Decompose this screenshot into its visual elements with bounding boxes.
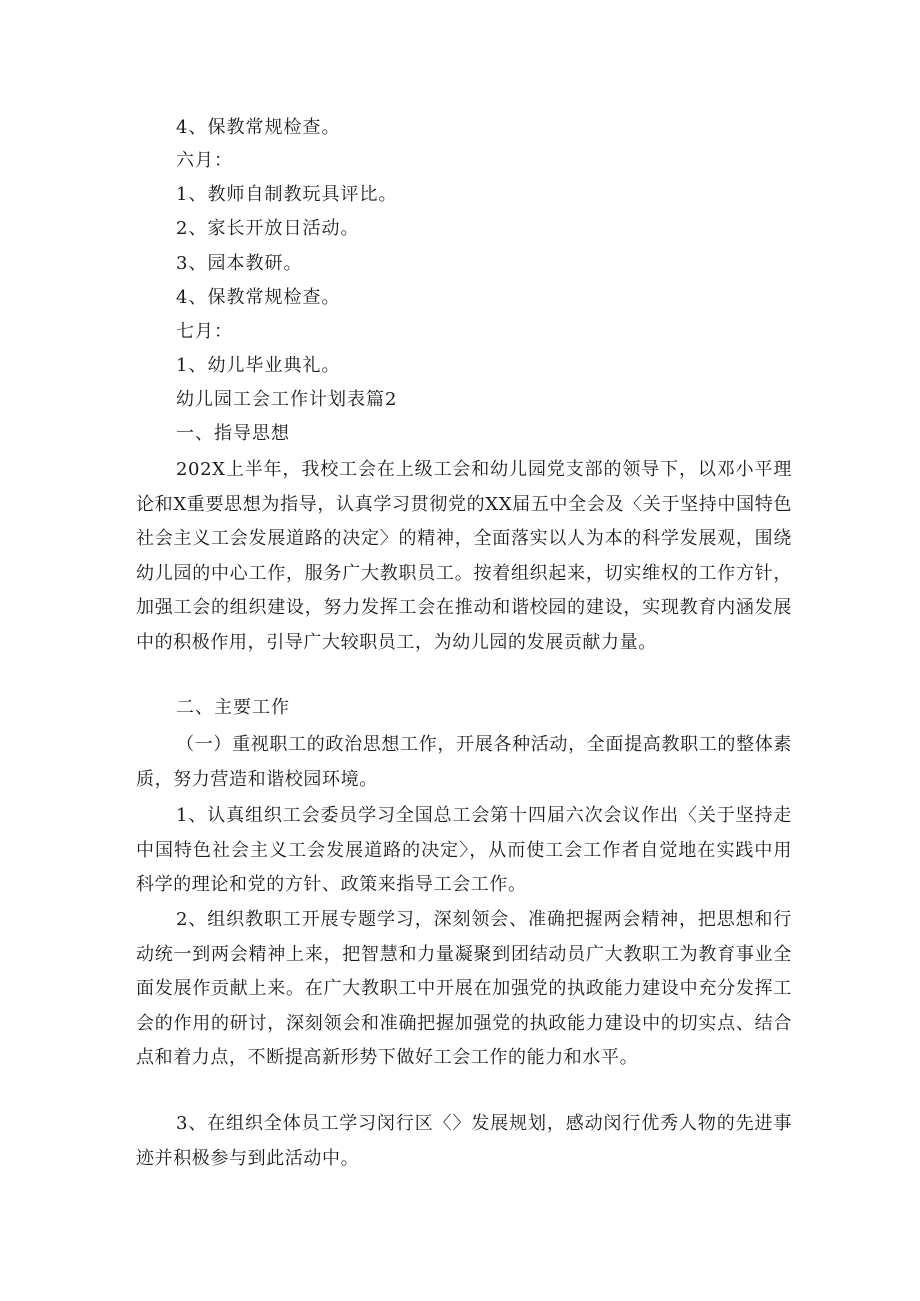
text-line: 1、教师自制教玩具评比。 xyxy=(176,184,398,205)
text-line: 1、幼儿毕业典礼。 xyxy=(176,355,341,376)
text-line: 4、保教常规检查。 xyxy=(176,287,341,308)
text-line: 七月： xyxy=(176,321,233,342)
text-line: 六月： xyxy=(176,150,233,171)
text-line: 2、家长开放日活动。 xyxy=(176,218,360,239)
paragraph-point-2 xyxy=(136,903,792,1076)
paragraph-text: （一）重视职工的政治思想工作，开展各种活动，全面提高教职工的整体素质，努力营造和谐校园环境。 xyxy=(136,734,792,790)
paragraph-text: 1、认真组织工会委员学习全国总工会第十四届六次会议作出〈关于坚持走中国特色社会主义工会发展道路的决定〉，从而使工会工作者自觉地在实践中用科学的理论和党的方针、政策来指导工会工作。 xyxy=(136,805,792,895)
paragraph-text: 2、组织教职工开展专题学习，深刻领会、准确把握两会精神，把思想和行动统一到两会精神上来，把智慧和力量凝聚到团结动员广大教职工为教育事业全面发展作贡献上来。在广大教职工中开展在加强党的执政能力建设中充分发挥工会的作用的研讨，深刻领会和准确把握加强党的执政能力建设中的切实点、结合点和着力点，不断提高新形势下做好工会工作的能力和水平。 xyxy=(136,909,792,1068)
section-heading: 一、指导思想 xyxy=(176,423,290,444)
section-heading: 二、主要工作 xyxy=(176,697,290,718)
paragraph-point-3 xyxy=(136,1107,792,1176)
paragraph-item-one xyxy=(136,728,792,797)
text-line: 4、保教常规检查。 xyxy=(176,117,341,138)
paragraph-text: 3、在组织全体员工学习闵行区〈〉发展规划，感动闵行优秀人物的先进事迹并积极参与到此活动中。 xyxy=(136,1113,792,1169)
text-line: 3、园本教研。 xyxy=(176,253,303,274)
section-title: 幼儿园工会工作计划表篇2 xyxy=(176,389,398,410)
paragraph-text: 202X上半年，我校工会在上级工会和幼儿园党支部的领导下，以邓小平理论和X重要思想为指导，认真学习贯彻党的XX届五中全会及〈关于坚持中国特色社会主义工会发展道路的决定〉的精神，全面落实以人为本的科学发展观，围绕幼儿园的中心工作，服务广大教职员工。按着组织起来，切实维权的工作方针，加强工会的组织建设，努力发挥工会在推动和谐校园的建设，实现教育内涵发展中的积极作用，引导广大较职员工，为幼儿园的发展贡献力量。 xyxy=(136,459,792,653)
paragraph-point-1 xyxy=(136,799,792,903)
paragraph-guiding xyxy=(136,453,792,660)
